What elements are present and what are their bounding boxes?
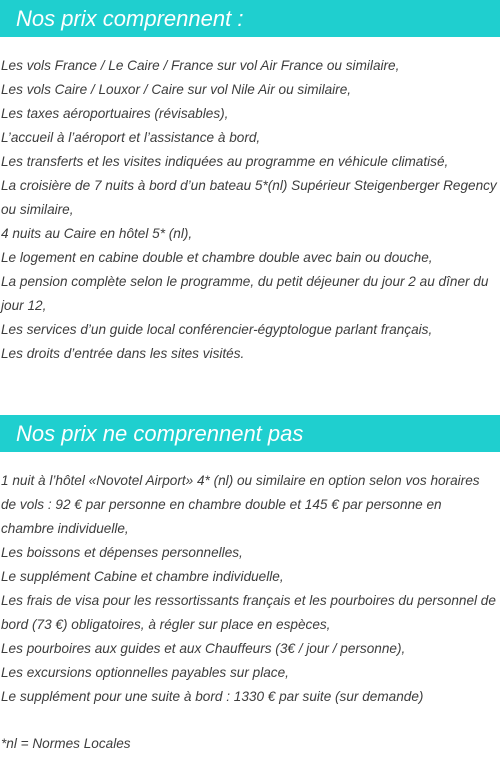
excluded-items-list [1,469,497,709]
list-item: Les transferts et les visites indiquées au programme en véhicule climatisé, [1,154,449,169]
list-item: L’accueil à l’aéroport et l’assistance à bord, [1,130,261,145]
list-item: Les boissons et dépenses personnelles, [1,545,243,560]
included-items-list [1,54,497,366]
list-item: Les droits d’entrée dans les sites visités. [1,346,245,361]
excluded-section-title: Nos prix ne comprennent pas [0,415,500,452]
list-item: Les vols Caire / Louxor / Caire sur vol Nile Air ou similaire, [1,82,352,97]
list-item: Le logement en cabine double et chambre double avec bain ou douche, [1,250,433,265]
list-item: 4 nuits au Caire en hôtel 5* (nl), [1,226,193,241]
list-item: La croisière de 7 nuits à bord d’un bateau 5*(nl) Supérieur Steigenberger Regency ou similaire, [1,178,497,217]
list-item: Les excursions optionnelles payables sur place, [1,665,289,680]
list-item: Les taxes aéroportuaires (révisables), [1,106,229,121]
list-item: Les frais de visa pour les ressortissants français et les pourboires du personnel de bord (73 €) obligatoires, à régler sur place en espèces, [1,593,496,632]
list-item: Le supplément Cabine et chambre individuelle, [1,569,284,584]
list-item: 1 nuit à l’hôtel «Novotel Airport» 4* (nl) ou similaire en option selon vos horaires de vols : 92 € par personne en chambre double et 145 € par personne en chambre individuelle, [1,473,480,536]
list-item: Les vols France / Le Caire / France sur vol Air France ou similaire, [1,58,400,73]
list-item: Les services d’un guide local conférencier-égyptologue parlant français, [1,322,433,337]
list-item: Les pourboires aux guides et aux Chauffeurs (3€ / jour / personne), [1,641,406,656]
included-section-title: Nos prix comprennent : [0,0,500,37]
footnote: *nl = Normes Locales [1,736,131,751]
list-item: Le supplément pour une suite à bord : 1330 € par suite (sur demande) [1,689,424,704]
list-item: La pension complète selon le programme, du petit déjeuner du jour 2 au dîner du jour 12, [1,274,489,313]
